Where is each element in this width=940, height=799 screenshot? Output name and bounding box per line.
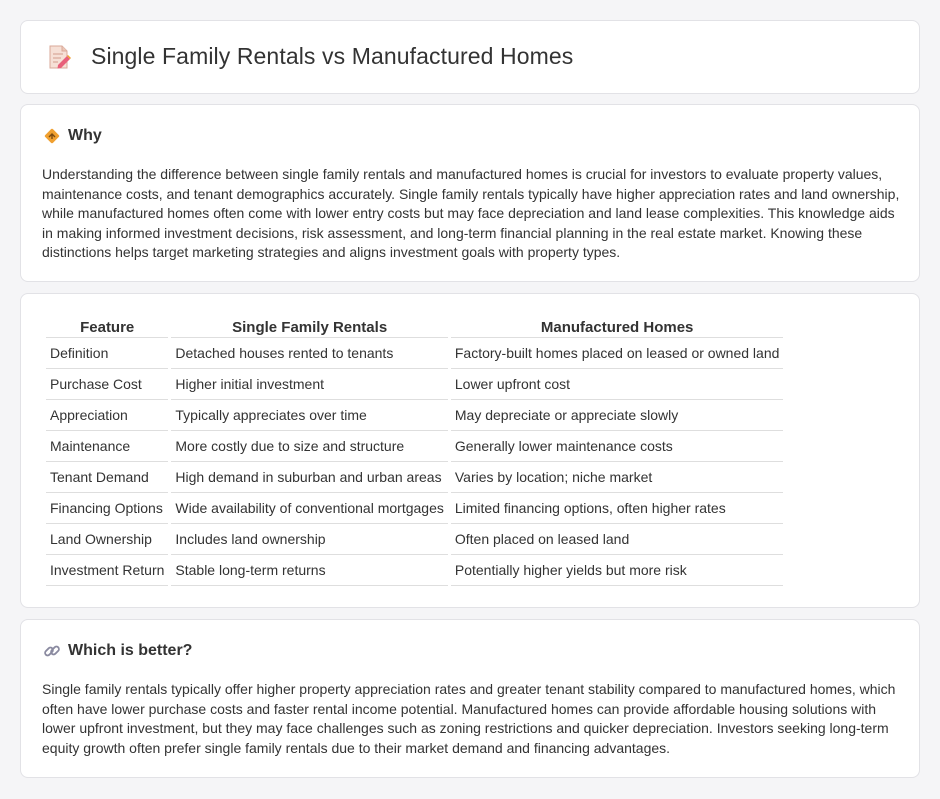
table-cell: Definition xyxy=(46,338,168,369)
comparison-table xyxy=(43,316,786,586)
table-cell: Investment Return xyxy=(46,555,168,586)
table-cell: Varies by location; niche market xyxy=(451,462,784,493)
table-cell: Typically appreciates over time xyxy=(171,400,447,431)
title-card xyxy=(20,20,920,94)
better-heading-row xyxy=(43,642,192,660)
table-cell: Land Ownership xyxy=(46,524,168,555)
document-pencil-icon xyxy=(47,44,71,70)
table-cell: Wide availability of conventional mortgages xyxy=(171,493,447,524)
table-header-row xyxy=(46,316,783,338)
which-is-better-section xyxy=(20,619,920,778)
column-header-feature: Feature xyxy=(46,316,168,338)
link-icon xyxy=(43,642,61,660)
table-row xyxy=(46,462,783,493)
diamond-sign-icon xyxy=(43,127,61,145)
why-heading-row xyxy=(43,127,102,145)
table-row xyxy=(46,400,783,431)
table-cell: Often placed on leased land xyxy=(451,524,784,555)
table-cell: Detached houses rented to tenants xyxy=(171,338,447,369)
why-text: Understanding the difference between single family rentals and manufactured homes is crucial for investors to evaluate property values, maintenance costs, and tenant demographics accurately. Single family rentals typically have higher appreciation rates and land ownership, while manufactured homes often come with lower entry costs but may face depreciation and land lease complexities. This knowledge aids in making informed investment decisions, risk assessment, and long-term financial planning in the real estate market. Knowing these distinctions helps target marketing strategies and aligns investment goals with property types. xyxy=(42,166,900,261)
table-row xyxy=(46,338,783,369)
better-text: Single family rentals typically offer higher property appreciation rates and greater tenant stability compared to manufactured homes, which often have lower purchase costs and faster rental income potential. Manufactured homes can provide affordable housing solutions with lower upfront investment, but they may face challenges such as zoning restrictions and quicker depreciation. Investors seeking long-term equity growth often prefer single family rentals due to their market demand and financing advantages. xyxy=(42,681,896,756)
table-row xyxy=(46,555,783,586)
why-section xyxy=(20,104,920,282)
table-cell: Maintenance xyxy=(46,431,168,462)
table-cell: Includes land ownership xyxy=(171,524,447,555)
table-cell: Appreciation xyxy=(46,400,168,431)
why-heading: Why xyxy=(68,127,102,144)
column-header-manufactured: Manufactured Homes xyxy=(451,316,784,338)
table-cell: May depreciate or appreciate slowly xyxy=(451,400,784,431)
table-cell: Financing Options xyxy=(46,493,168,524)
table-cell: Tenant Demand xyxy=(46,462,168,493)
column-header-single-family: Single Family Rentals xyxy=(171,316,447,338)
table-cell: Factory-built homes placed on leased or owned land xyxy=(451,338,784,369)
table-row xyxy=(46,369,783,400)
table-cell: Generally lower maintenance costs xyxy=(451,431,784,462)
table-row xyxy=(46,431,783,462)
page-title: Single Family Rentals vs Manufactured Homes xyxy=(91,43,574,69)
comparison-section xyxy=(20,293,920,608)
title-row xyxy=(47,43,573,70)
table-cell: Higher initial investment xyxy=(171,369,447,400)
table-cell: Stable long-term returns xyxy=(171,555,447,586)
table-cell: Lower upfront cost xyxy=(451,369,784,400)
table-cell: High demand in suburban and urban areas xyxy=(171,462,447,493)
table-cell: Potentially higher yields but more risk xyxy=(451,555,784,586)
better-heading: Which is better? xyxy=(68,642,193,659)
table-cell: Purchase Cost xyxy=(46,369,168,400)
table-cell: Limited financing options, often higher rates xyxy=(451,493,784,524)
table-row xyxy=(46,493,783,524)
table-cell: More costly due to size and structure xyxy=(171,431,447,462)
table-row xyxy=(46,524,783,555)
